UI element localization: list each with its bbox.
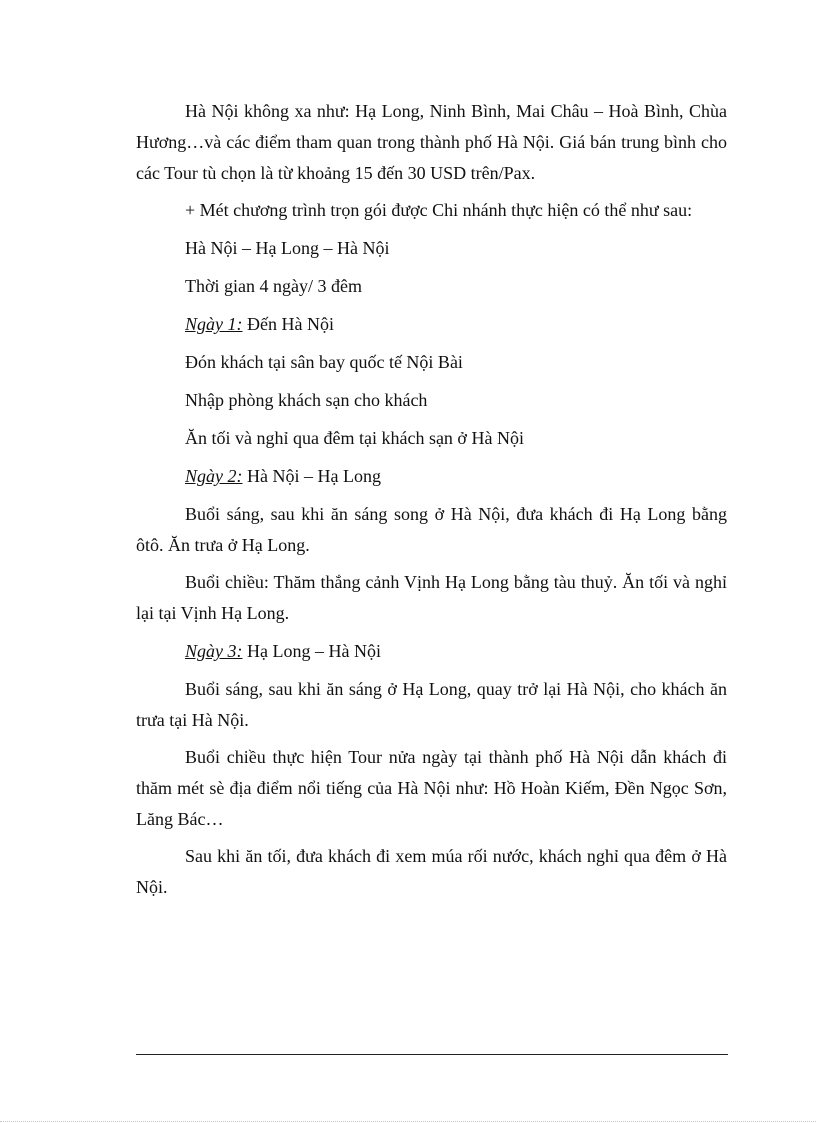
day-3-heading [136,636,727,667]
day-2-heading [136,461,727,492]
day-1-item-2: Nhập phòng khách sạn cho khách [185,390,428,410]
day-3-title: Hạ Long – Hà Nội [242,641,381,661]
day-1-title: Đến Hà Nội [242,314,334,334]
day-2-afternoon: Buổi chiều: Thăm thắng cảnh Vịnh Hạ Long bằng tàu thuỷ. Ăn tối và nghỉ lại tại Vịnh Hạ Long. [136,572,727,623]
day-3-evening: Sau khi ăn tối, đưa khách đi xem múa rối nước, khách nghỉ qua đêm ở Hà Nội. [136,846,727,897]
day-3-afternoon: Buổi chiều thực hiện Tour nửa ngày tại thành phố Hà Nội dẫn khách đi thăm mét sè địa điểm nổi tiếng của Hà Nội như: Hồ Hoàn Kiếm, Đền Ngọc Sơn, Lăng Bác… [136,747,727,829]
paragraph-package-intro: + Mét chương trình trọn gói được Chi nhánh thực hiện có thể như sau: [185,200,693,220]
day-3-morning: Buổi sáng, sau khi ăn sáng ở Hạ Long, quay trở lại Hà Nội, cho khách ăn trưa tại Hà Nội. [136,679,727,730]
day-2-title: Hà Nội – Hạ Long [242,466,381,486]
paragraph-intro: Hà Nội không xa như: Hạ Long, Ninh Bình, Mai Châu – Hoà Bình, Chùa Hương…và các điểm tham quan trong thành phố Hà Nội. Giá bán trung bình cho các Tour tù chọn là từ khoảng 15 đến 30 USD trên/Pax. [136,101,727,183]
day-1-heading [136,309,727,340]
document-body [136,96,727,903]
footer-rule [136,1054,728,1055]
day-1-item-1: Đón khách tại sân bay quốc tế Nội Bài [185,352,463,372]
page-bottom-dotted-line [0,1121,816,1122]
tour-route: Hà Nội – Hạ Long – Hà Nội [185,238,390,258]
day-2-morning: Buổi sáng, sau khi ăn sáng song ở Hà Nội, đưa khách đi Hạ Long bằng ôtô. Ăn trưa ở Hạ Long. [136,504,727,555]
day-2-label: Ngày 2: [185,466,243,486]
tour-duration: Thời gian 4 ngày/ 3 đêm [185,276,362,296]
day-1-label: Ngày 1: [185,314,243,334]
day-3-label: Ngày 3: [185,641,243,661]
day-1-item-3: Ăn tối và nghỉ qua đêm tại khách sạn ở Hà Nội [185,428,524,448]
